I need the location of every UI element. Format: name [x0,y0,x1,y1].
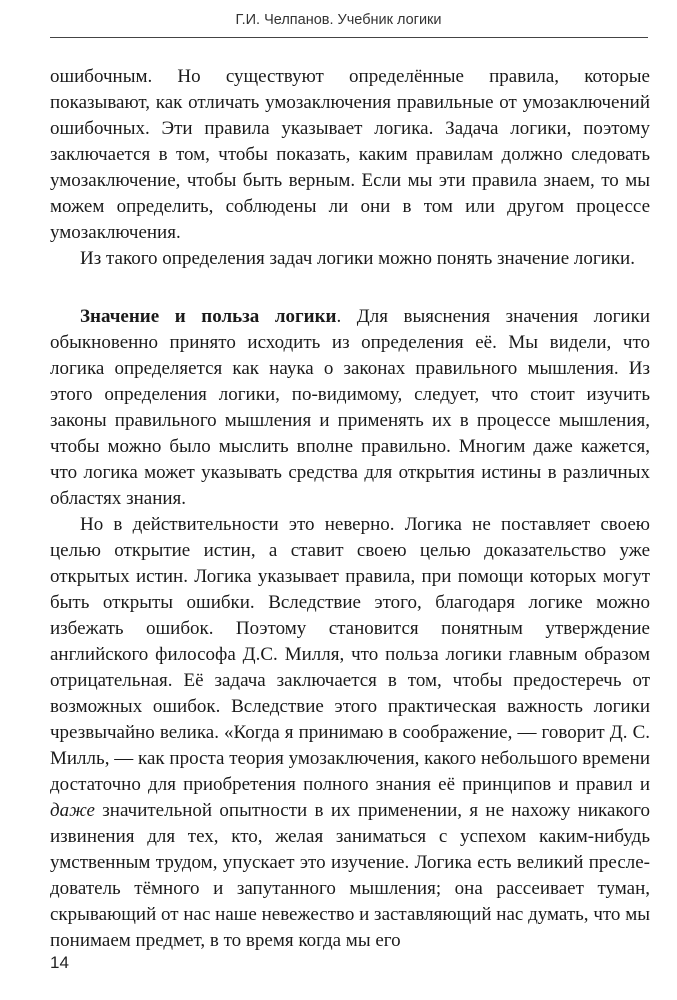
emphasis-word: даже [50,800,95,821]
running-head: Г.И. Челпанов. Учебник логики [235,12,442,28]
paragraph-3 [50,304,650,512]
paragraph-3-text: . Для выяснения значения логики обыкновенно принято исходить из определения её. Мы видели, что логика определяется как наука о законах правильного мышления. Из этого определения логики, по-видимому, следует, что стоит изучить законы правильного мышления и применять их в процессе мышления, чтобы можно было мыслить вполне правильно. Многим даже кажется, что логика может указывать средства для открытия истины в различных областях знания. [50,306,650,509]
paragraph-1: ошибочным. Но существуют определённые правила, которые показывают, как отличать умозаключения правильные от умозаключений ошибочных. Эти правила указывает логика. Задача логики, поэтому заключается в том, чтобы показать, каким правилам должно следовать умозаключение, чтобы быть верным. Если мы эти правила знаем, то мы можем определить, соблюдены ли они в том или другом процессе умозаключения. [50,66,650,243]
paragraph-4-text-b: значительной опытности в их применении, я не нахожу никакого извинения для тех, кто, желая заниматься с успехом каким-нибудь умственным трудом, упускает это изучение. Логика есть великий преследователь тёмного и запутанного мышления; она рассеивает туман, скрывающий от нас наше невежество и заставляющий нас думать, что мы понимаем предмет, в то время когда мы его [50,800,650,951]
section-heading: Значение и польза логики [80,306,337,327]
page-number: 14 [50,953,69,972]
page-body [50,64,650,954]
paragraph-2: Из такого определения задач логики можно понять значение логики. [80,248,635,269]
header-rule [50,37,648,38]
paragraph-4-text-a: Но в действительности это неверно. Логика не поставляет своею целью открытие истин, а ставит своею целью доказательство уже открытых истин. Логика указывает правила, при помощи которых могут быть открыты ошибки. Вследствие этого, благодаря логике можно избежать ошибок. Поэтому становится понятным утверждение английского философа Д.С. Милля, что польза логики главным образом отрицательная. Её задача заключается в том, чтобы предостеречь от возможных ошибок. Вследствие этого практическая важность логики чрезвычайно велика. «Когда я принимаю в соображение, — говорит Д. С. Милль, — как проста теория умозаключения, какого небольшого времени достаточно для приобретения полного знания её принципов и правил и [50,514,650,795]
paragraph-4 [50,512,650,954]
